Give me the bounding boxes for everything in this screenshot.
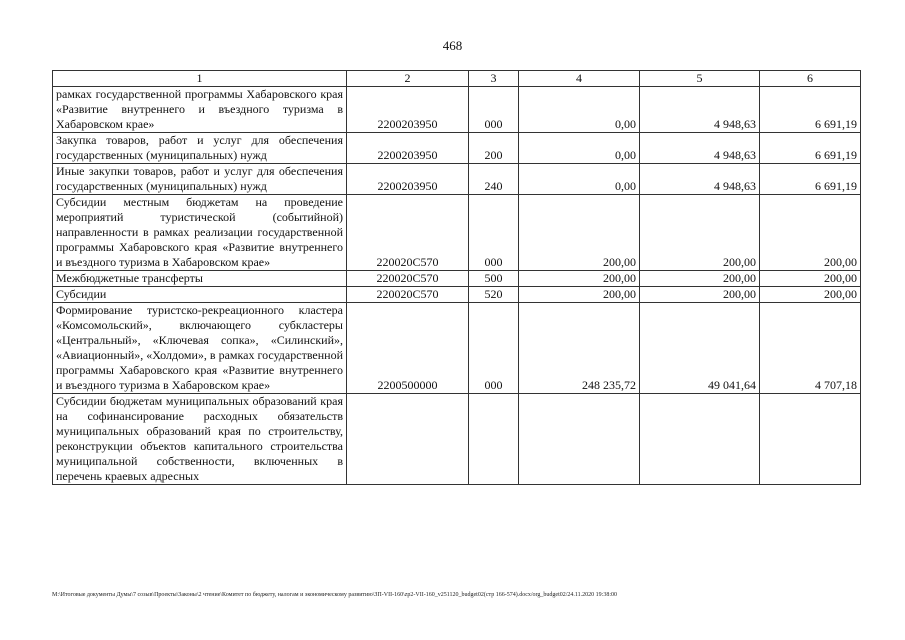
- row-expense-type: [469, 394, 519, 485]
- row-expense-type: 240: [469, 164, 519, 195]
- row-target-article: 2200203950: [347, 87, 469, 133]
- row-amount-1: 200,00: [519, 195, 640, 271]
- row-amount-1: 200,00: [519, 271, 640, 287]
- table-row: [53, 195, 861, 271]
- row-amount-3: 6 691,19: [760, 133, 861, 164]
- table-row: [53, 271, 861, 287]
- row-amount-2: 4 948,63: [640, 87, 760, 133]
- row-amount-3: 200,00: [760, 271, 861, 287]
- row-amount-2: 4 948,63: [640, 133, 760, 164]
- page-number: 468: [442, 38, 463, 53]
- row-target-article: 220020С570: [347, 287, 469, 303]
- row-amount-3: 200,00: [760, 287, 861, 303]
- row-expense-type: 000: [469, 303, 519, 394]
- row-amount-3: 4 707,18: [760, 303, 861, 394]
- row-amount-2: 4 948,63: [640, 164, 760, 195]
- header-cell: 6: [760, 71, 861, 87]
- row-name: рамках государственной программы Хабаровского края «Развитие внутреннего и въездного туризма в Хабаровском крае»: [53, 87, 347, 133]
- row-amount-2: 200,00: [640, 287, 760, 303]
- table-header-row: [53, 71, 861, 87]
- row-amount-3: 6 691,19: [760, 164, 861, 195]
- row-amount-1: 0,00: [519, 133, 640, 164]
- row-target-article: 2200203950: [347, 133, 469, 164]
- header-cell: 4: [519, 71, 640, 87]
- row-name: Формирование туристско-рекреационного кластера «Комсомольский», включающего субкластеры «Центральный», «Ключевая сопка», «Силинский», «Авиационный», «Холдоми», в рамках государственной программы Хабаровского края «Развитие внутреннего и въездного туризма в Хабаровском крае»: [53, 303, 347, 394]
- row-amount-1: [519, 394, 640, 485]
- footer-file-path: M:\Итоговые документы Думы\7 созыв\Проекты\Законы\2 чтение\Комитет по бюджету, налогам и экономическому развитию\ЗП-VII-160\zp2-VII-160_v251120_budget02(стр 166-574).docx/org_budget02/24.11.2020 19:38:00: [52, 592, 618, 598]
- row-expense-type: 520: [469, 287, 519, 303]
- header-cell: 3: [469, 71, 519, 87]
- row-amount-1: 0,00: [519, 164, 640, 195]
- row-amount-1: 200,00: [519, 287, 640, 303]
- row-name: Субсидии бюджетам муниципальных образований края на софинансирование расходных обязательств муниципальных образований края по строительству, реконструкции объектов капитального строительства муниципальной собственности, включенных в перечень краевых адресных: [53, 394, 347, 485]
- row-target-article: 2200203950: [347, 164, 469, 195]
- row-name: Субсидии: [53, 287, 347, 303]
- row-amount-1: 0,00: [519, 87, 640, 133]
- row-amount-3: [760, 394, 861, 485]
- row-target-article: 220020С570: [347, 271, 469, 287]
- row-amount-3: 6 691,19: [760, 87, 861, 133]
- row-name: Иные закупки товаров, работ и услуг для обеспечения государственных (муниципальных) нужд: [53, 164, 347, 195]
- table-row: [53, 133, 861, 164]
- header-cell: 1: [53, 71, 347, 87]
- row-amount-1: 248 235,72: [519, 303, 640, 394]
- row-expense-type: 000: [469, 87, 519, 133]
- header-cell: 2: [347, 71, 469, 87]
- row-amount-3: 200,00: [760, 195, 861, 271]
- row-amount-2: 200,00: [640, 271, 760, 287]
- row-name: Закупка товаров, работ и услуг для обеспечения государственных (муниципальных) нужд: [53, 133, 347, 164]
- row-expense-type: 000: [469, 195, 519, 271]
- row-expense-type: 500: [469, 271, 519, 287]
- row-name: Межбюджетные трансферты: [53, 271, 347, 287]
- table-row: [53, 164, 861, 195]
- row-target-article: [347, 394, 469, 485]
- table-row: [53, 394, 861, 485]
- row-amount-2: 200,00: [640, 195, 760, 271]
- row-expense-type: 200: [469, 133, 519, 164]
- row-amount-2: [640, 394, 760, 485]
- row-target-article: 220020С570: [347, 195, 469, 271]
- table-row: [53, 287, 861, 303]
- header-cell: 5: [640, 71, 760, 87]
- row-target-article: 2200500000: [347, 303, 469, 394]
- budget-table: [52, 70, 861, 485]
- table-row: [53, 87, 861, 133]
- table-row: [53, 303, 861, 394]
- row-amount-2: 49 041,64: [640, 303, 760, 394]
- row-name: Субсидии местным бюджетам на проведение мероприятий туристической (событийной) направленности в рамках реализации государственной программы Хабаровского края «Развитие внутреннего и въездного туризма в Хабаровском крае»: [53, 195, 347, 271]
